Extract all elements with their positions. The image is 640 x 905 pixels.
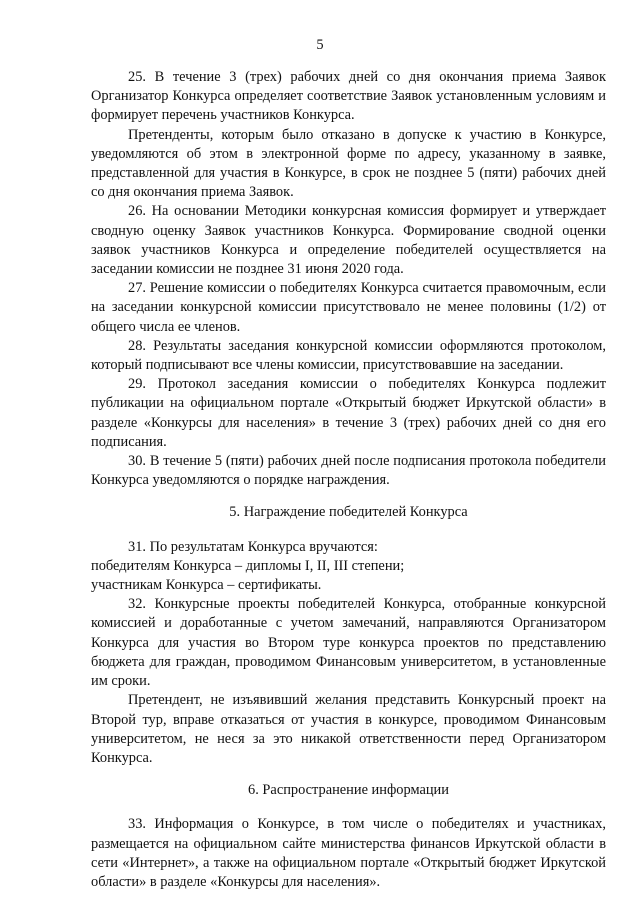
paragraph-26: 26. На основании Методики конкурсная комиссия формирует и утверждает сводную оценку Заявок участников Конкурса. Формирование сводной оценки заявок участников Конкурса и определение победителей осуществляется на заседании комиссии не позднее 31 июня 2020 года. — [91, 203, 606, 278]
paragraph-29: 29. Протокол заседания комиссии о победителях Конкурса подлежит публикации на официальном портале «Открытый бюджет Иркутской области» в разделе «Конкурсы для населения» в течение 3 (трех) рабочих дней со дня его подписания. — [91, 376, 606, 450]
paragraph-31: 31. По результатам Конкурса вручаются: — [128, 538, 378, 555]
paragraph-27: 27. Решение комиссии о победителях Конкурса считается правомочным, если на заседании конкурсной комиссии присутствовало не менее половины (1/2) от общего числа ее членов. — [91, 280, 606, 335]
list-item-participants: участникам Конкурса – сертификаты. — [91, 577, 322, 594]
paragraph-32: 32. Конкурсные проекты победителей Конкурса, отобранные конкурсной комиссией и доработанные с учетом замечаний, направляются Организатором Конкурса для участия во Втором туре конкурса проектов по представлению бюджета для граждан, проводимом Финансовым университетом, в установленные им сроки. — [91, 596, 606, 690]
section-6-heading: 6. Распространение информации — [248, 782, 449, 799]
document-body — [91, 68, 606, 892]
paragraph-28: 28. Результаты заседания конкурсной комиссии оформляются протоколом, который подписывают все члены комиссии, присутствовавшие на заседании. — [91, 337, 606, 374]
page-number: 5 — [316, 37, 324, 53]
section-5-heading: 5. Награждение победителей Конкурса — [229, 504, 468, 521]
list-item-winners: победителям Конкурса – дипломы I, II, III степени; — [91, 557, 405, 574]
paragraph-25: 25. В течение 3 (трех) рабочих дней со дня окончания приема Заявок Организатор Конкурса определяет соответствие Заявок установленным условиям и формирует перечень участников Конкурса. — [91, 69, 606, 124]
paragraph-applicant-refusal: Претендент, не изъявивший желания представить Конкурсный проект на Второй тур, вправе отказаться от участия в конкурсе, проводимом Финансовым университетом, не неся за это никакой ответственности перед Организатором Конкурса. — [91, 692, 606, 766]
paragraph-33: 33. Информация о Конкурсе, в том числе о победителях и участниках, размещается на официальном сайте министерства финансов Иркутской области в сети «Интернет», а также на официальном портале «Открытый бюджет Иркутской области» в разделе «Конкурсы для населения». — [91, 816, 606, 890]
paragraph-30: 30. В течение 5 (пяти) рабочих дней после подписания протокола победители Конкурса уведомляются о порядке награждения. — [91, 453, 606, 489]
paragraph-applicants-rejected: Претенденты, которым было отказано в допуске к участию в Конкурсе, уведомляются об этом в электронной форме по адресу, указанному в заявке, представленной для участия в Конкурсе, в срок не позднее 5 (пяти) рабочих дней со дня окончания приема Заявок. — [91, 126, 606, 201]
